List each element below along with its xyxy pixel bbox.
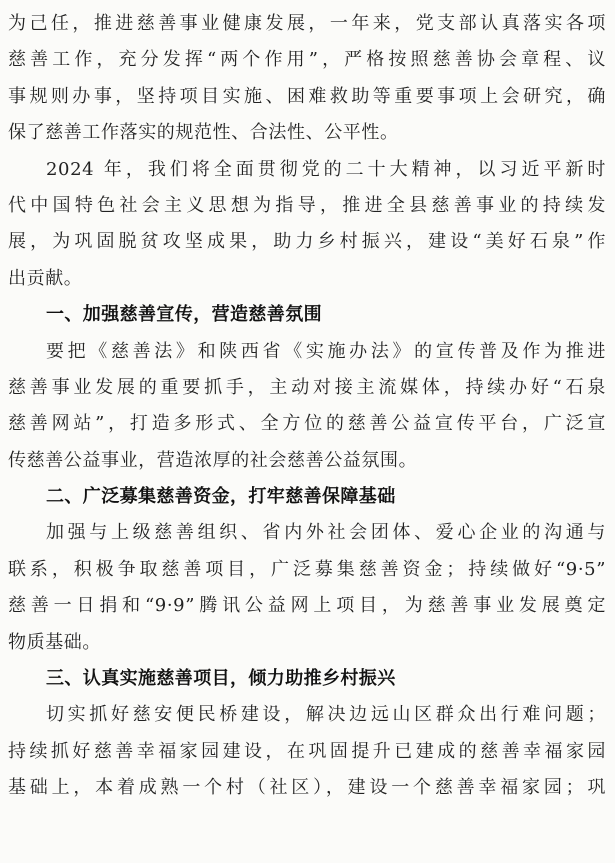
- paragraph: [8, 152, 606, 298]
- section-heading: [8, 297, 606, 333]
- heading-text: 二、广泛募集慈善资金，打牢慈善保障基础: [46, 486, 396, 508]
- text-line: 为己任，推进慈善事业健康发展，一年来，党支部认真落实各项: [8, 13, 606, 34]
- text-line: 切实抓好慈安便民桥建设，解决边远山区群众出行难问题；: [46, 704, 606, 726]
- paragraph: [8, 6, 606, 152]
- text-line: 事规则办事，坚持项目实施、困难救助等重要事项上会研究，确: [8, 85, 606, 107]
- text-line: 保了慈善工作落实的规范性、合法性、公平性。: [8, 122, 399, 144]
- text-line: 慈善网站”，打造多形式、全方位的慈善公益宣传平台，广泛宣: [8, 413, 606, 435]
- text-line: 慈善一日捐和“9·9”腾讯公益网上项目，为慈善事业发展奠定: [8, 595, 606, 617]
- text-line: 2024 年，我们将全面贯彻党的二十大精神，以习近平新时: [46, 158, 606, 180]
- text-line: 要把《慈善法》和陕西省《实施办法》的宣传普及作为推进: [46, 340, 606, 362]
- heading-text: 一、加强慈善宣传，营造慈善氛围: [46, 304, 322, 326]
- text-line: 物质基础。: [8, 631, 101, 653]
- paragraph: [8, 515, 606, 661]
- document-body: [8, 6, 606, 807]
- text-line: 出贡献。: [8, 267, 83, 289]
- heading-text: 三、认真实施慈善项目，倾力助推乡村振兴: [46, 668, 396, 690]
- text-line: 基础上，本着成熟一个村（社区），建设一个慈善幸福家园；巩: [8, 777, 606, 799]
- text-line: 代中国特色社会主义思想为指导，推进全县慈善事业的持续发: [8, 194, 606, 216]
- text-line: 联系，积极争取慈善项目，广泛募集慈善资金；持续做好“9·5”: [8, 558, 606, 580]
- paragraph: [8, 334, 606, 480]
- paragraph: [8, 697, 606, 806]
- text-line: 加强与上级慈善组织、省内外社会团体、爱心企业的沟通与: [46, 522, 606, 544]
- text-line: 慈善工作，充分发挥“两个作用”，严格按照慈善协会章程、议: [8, 49, 606, 71]
- text-line: 传慈善公益事业，营造浓厚的社会慈善公益氛围。: [8, 449, 418, 471]
- section-heading: [8, 479, 606, 515]
- section-heading: [8, 661, 606, 697]
- text-line: 展，为巩固脱贫攻坚成果，助力乡村振兴，建设“美好石泉”作: [8, 231, 606, 253]
- text-line: 慈善事业发展的重要抓手，主动对接主流媒体，持续办好“石泉: [8, 376, 606, 398]
- text-line: 持续抓好慈善幸福家园建设，在巩固提升已建成的慈善幸福家园: [8, 740, 606, 762]
